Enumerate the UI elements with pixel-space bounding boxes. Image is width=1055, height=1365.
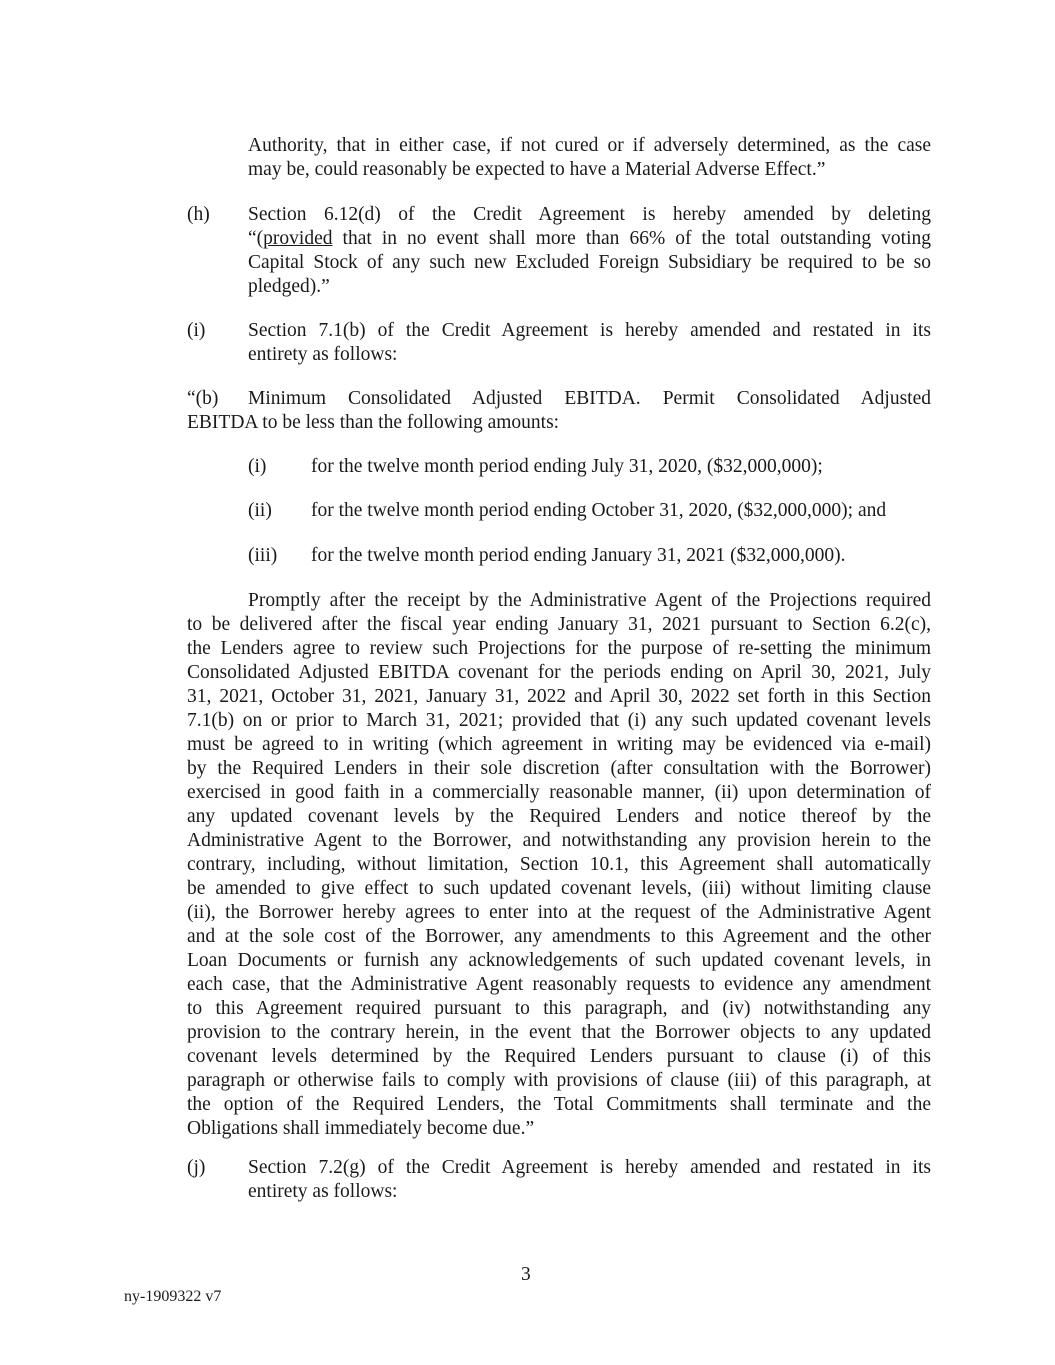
text-line: Loan Documents or furnish any acknowledgements of such updated covenant levels, in — [187, 950, 931, 971]
text-line: EBITDA to be less than the following amounts: — [187, 412, 560, 433]
section-i-label: (i) — [187, 320, 206, 341]
text-line: Promptly after the receipt by the Administrative Agent of the Projections required — [248, 590, 931, 611]
amount-text: for the twelve month period ending January 31, 2021 ($32,000,000). — [311, 545, 846, 566]
quote-b-line2 — [187, 411, 931, 435]
continuation-paragraph — [248, 134, 931, 182]
text-line — [248, 227, 931, 251]
text-line: provision to the contrary herein, in the event that the Borrower objects to any updated — [187, 1022, 931, 1043]
text-line: Authority, that in either case, if not cured or if adversely determined, as the case — [248, 135, 931, 156]
text-line: Minimum Consolidated Adjusted EBITDA. Permit Consolidated Adjusted — [248, 388, 931, 409]
text-line: each case, that the Administrative Agent reasonably requests to evidence any amendment — [187, 974, 931, 995]
section-i-paragraph — [248, 319, 931, 367]
text-line: entirety as follows: — [248, 1181, 398, 1202]
text-line: contrary, including, without limitation, Section 10.1, this Agreement shall automatically — [187, 854, 931, 875]
text-line: be amended to give effect to such updated covenant levels, (iii) without limiting clause — [187, 878, 931, 899]
text-line: paragraph or otherwise fails to comply with provisions of clause (iii) of this paragraph, at — [187, 1070, 931, 1091]
text-line: to this Agreement required pursuant to this paragraph, and (iv) notwithstanding any — [187, 998, 931, 1019]
text-line: Administrative Agent to the Borrower, and notwithstanding any provision herein to the — [187, 830, 931, 851]
section-h-label: (h) — [187, 204, 210, 225]
text-line: exercised in good faith in a commercially reasonable manner, (ii) upon determination of — [187, 782, 931, 803]
text-line: Section 7.2(g) of the Credit Agreement is hereby amended and restated in its — [248, 1157, 931, 1178]
text-line: the option of the Required Lenders, the Total Commitments shall terminate and the — [187, 1094, 931, 1115]
text-line: must be agreed to in writing (which agreement in writing may be evidenced via e-mail) — [187, 734, 931, 755]
quote-b-label: “(b) — [187, 388, 219, 409]
amount-text: for the twelve month period ending July 31, 2020, ($32,000,000); — [311, 456, 823, 477]
text-line: pledged).” — [248, 276, 330, 297]
section-j-paragraph — [248, 1156, 931, 1204]
section-j-label: (j) — [187, 1157, 206, 1178]
amount-text: for the twelve month period ending October 31, 2020, ($32,000,000); and — [311, 500, 887, 521]
page-number: 3 — [521, 1264, 531, 1285]
text-line: may be, could reasonably be expected to have a Material Adverse Effect.” — [248, 159, 826, 180]
amount-label: (ii) — [248, 500, 272, 521]
text-line: any updated covenant levels by the Required Lenders and notice thereof by the — [187, 806, 931, 827]
text-line: Section 7.1(b) of the Credit Agreement is hereby amended and restated in its — [248, 320, 931, 341]
amount-label: (i) — [248, 456, 267, 477]
quote-open: “( — [248, 228, 264, 249]
text-fragment: that in no event shall more than 66% of the total outstanding voting — [332, 228, 931, 249]
amount-label: (iii) — [248, 545, 278, 566]
text-line: Capital Stock of any such new Excluded Foreign Subsidiary be required to be so — [248, 252, 931, 273]
section-h-paragraph — [248, 203, 931, 299]
quote-b-line1 — [248, 387, 931, 411]
text-line: (ii), the Borrower hereby agrees to enter into at the request of the Administrative Agent — [187, 902, 931, 923]
text-line: the Lenders agree to review such Projections for the purpose of re-setting the minimum — [187, 638, 931, 659]
text-line: covenant levels determined by the Required Lenders pursuant to clause (i) of this — [187, 1046, 931, 1067]
provided-underlined: provided — [263, 228, 333, 249]
text-line: to be delivered after the fiscal year ending January 31, 2021 pursuant to Section 6.2(c), — [187, 614, 931, 635]
text-line: Section 6.12(d) of the Credit Agreement is hereby amended by deleting — [248, 204, 931, 225]
text-line: Consolidated Adjusted EBITDA covenant for the periods ending on April 30, 2021, July — [187, 662, 931, 683]
promptly-paragraph — [187, 589, 931, 1141]
text-line: Obligations shall immediately become due.” — [187, 1118, 535, 1139]
text-line: entirety as follows: — [248, 344, 398, 365]
document-id: ny-1909322 v7 — [124, 1288, 222, 1305]
text-line: 7.1(b) on or prior to March 31, 2021; provided that (i) any such updated covenant levels — [187, 710, 931, 731]
text-line: 31, 2021, October 31, 2021, January 31, 2022 and April 30, 2022 set forth in this Section — [187, 686, 931, 707]
text-line: by the Required Lenders in their sole discretion (after consultation with the Borrower) — [187, 758, 931, 779]
text-line: and at the sole cost of the Borrower, any amendments to this Agreement and the other — [187, 926, 931, 947]
